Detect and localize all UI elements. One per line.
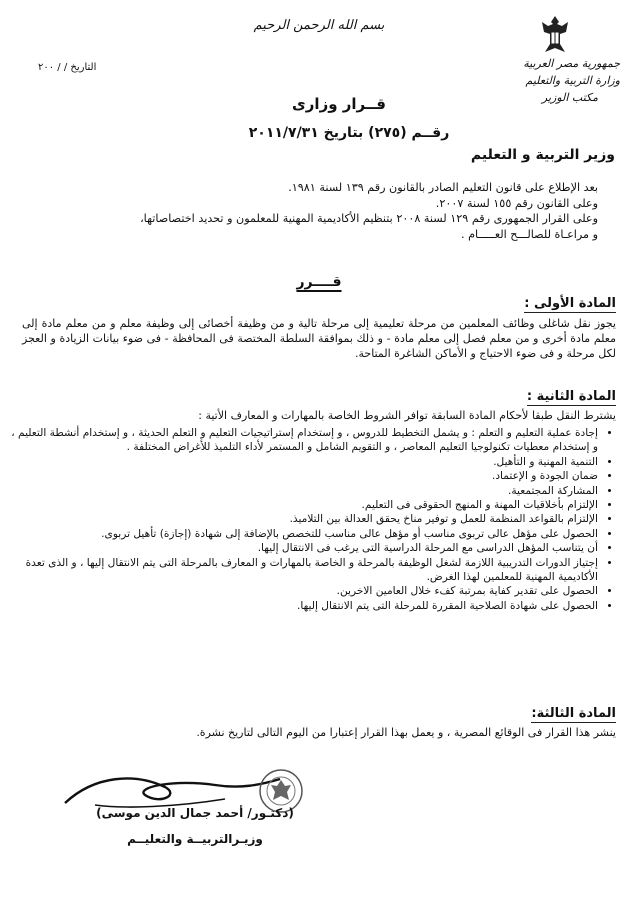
signatory-title: وزيـرالتربيــة والتعليــم bbox=[127, 832, 263, 846]
article3-title: المادة الثالثة: bbox=[531, 706, 616, 721]
preamble-line: وعلى القانون رقم ١٥٥ لسنة ٢٠٠٧. bbox=[435, 196, 598, 210]
decides-heading-text: قــــرر bbox=[296, 274, 342, 290]
preamble-line: و مراعـاة للصالـــح العـــــام . bbox=[460, 227, 598, 241]
date-line: التاريخ / / ٢٠٠ bbox=[38, 62, 97, 73]
article2-intro: يشترط النقل طبقا لأحكام المادة السابقة توافر الشروط الخاصة بالمهارات و المعارف الأتية : bbox=[198, 409, 616, 422]
list-item: • الإلتزام بأخلاقيات المهنة و المنهج الحقوقى فى التعليم. bbox=[4, 498, 598, 512]
list-item: • ضمان الجودة و الإعتماد. bbox=[4, 469, 598, 483]
list-item: • الحصول على شهادة الصلاحية المقررة للمرحلة التى يتم الانتقال إليها. bbox=[4, 599, 598, 613]
decision-heading bbox=[0, 95, 638, 141]
bismillah: بسم الله الرحمن الرحيم bbox=[253, 18, 385, 33]
ministry-line-country: جمهورية مصر العربية bbox=[523, 57, 620, 70]
list-item: • المشاركة المجتمعية. bbox=[4, 484, 598, 498]
preamble-line: وعلى القرار الجمهورى رقم ١٢٩ لسنة ٢٠٠٨ بتنظيم الأكاديمية المهنية للمعلمون و تحديد اختصاصاتها، bbox=[140, 212, 598, 225]
list-item: • إجادة عملية التعليم و التعلم : و يشمل التخطيط للدروس ، و إستخدام إستراتيجيات التعليم و التعلم الحديثة ، و إستخدام أنشطة التعليم ، و إستخدام معطيات تكنولوجيا التعليم المعاصر ، و التقويم الشامل و المستمر لأداء التلميذ للأغراض المختلفة . bbox=[4, 426, 598, 455]
ministry-line-office: مكتب الوزير bbox=[541, 91, 598, 104]
minister-title: وزير التربية و التعليم bbox=[470, 147, 615, 163]
list-item: • التنمية المهنية و التأهيل. bbox=[4, 455, 598, 469]
signatory-name: (دكتـور/ أحمد جمال الدين موسى) bbox=[96, 806, 294, 820]
article1-title: المادة الأولى : bbox=[524, 296, 616, 311]
list-item: • أن يتناسب المؤهل الدراسى مع المرحلة الدراسية التى يرغب فى الانتقال إليها. bbox=[4, 541, 598, 555]
decision-title: قــرار وزارى bbox=[292, 95, 386, 113]
decides-heading bbox=[0, 274, 638, 290]
preamble bbox=[28, 180, 598, 242]
article1-text: يجوز نقل شاغلى وظائف المعلمين من مرحلة تعليمية إلى مرحلة تالية و من وظيفة أخصائى إلى وظيفة معلم و من معلم مادة إلى معلم مادة أخرى و من معلم فصل إلى معلم مادة - و ذلك بموافقة السلطة المختصة فى المحافظة - فى ضوء بيانات الزيادة و العجز لكل مرحلة و فى ضوء الاحتياج و الأماكن الشاغرة المتاحة. bbox=[22, 317, 616, 360]
preamble-line: بعد الإطلاع على قانون التعليم الصادر بالقانون رقم ١٣٩ لسنة ١٩٨١. bbox=[288, 181, 598, 194]
list-item: • الإلتزام بالقواعد المنظمة للعمل و توفير مناخ يحقق العدالة بين التلاميذ. bbox=[4, 512, 598, 526]
ministry-line-ministry: وزارة التربية والتعليم bbox=[525, 74, 620, 87]
article2-conditions-list bbox=[4, 426, 616, 613]
decision-number: رقــم (٢٧٥) بتاريخ ٢٠١١/٧/٣١ bbox=[248, 125, 450, 141]
article2-title: المادة الثانية : bbox=[526, 389, 616, 404]
list-item: • إجتياز الدورات التدريبية اللازمة لشغل الوظيفة بالمرحلة و الخاصة بالمهارات و المعارف بالمرحلة التى يتم الانتقال إليها ، و الذى تعدة الأكاديمية المهنية للمعلمين لهذا الغرض. bbox=[4, 556, 598, 585]
list-item: • الحصول على مؤهل عالى تربوى مناسب أو مؤهل عالى مناسب للتخصص بالإضافة إلى شهادة (إجازة) تأهيل تربوى. bbox=[4, 527, 598, 541]
article3-text: ينشر هذا القرار فى الوقائع المصرية ، و يعمل بهذا القرار إعتبارا من اليوم التالى لتاريخ نشرة. bbox=[196, 726, 616, 739]
list-item: • الحصول على تقدير كفاية بمرتبة كفء خلال العامين الاخرين. bbox=[4, 584, 598, 598]
eagle-emblem-icon bbox=[540, 14, 570, 60]
